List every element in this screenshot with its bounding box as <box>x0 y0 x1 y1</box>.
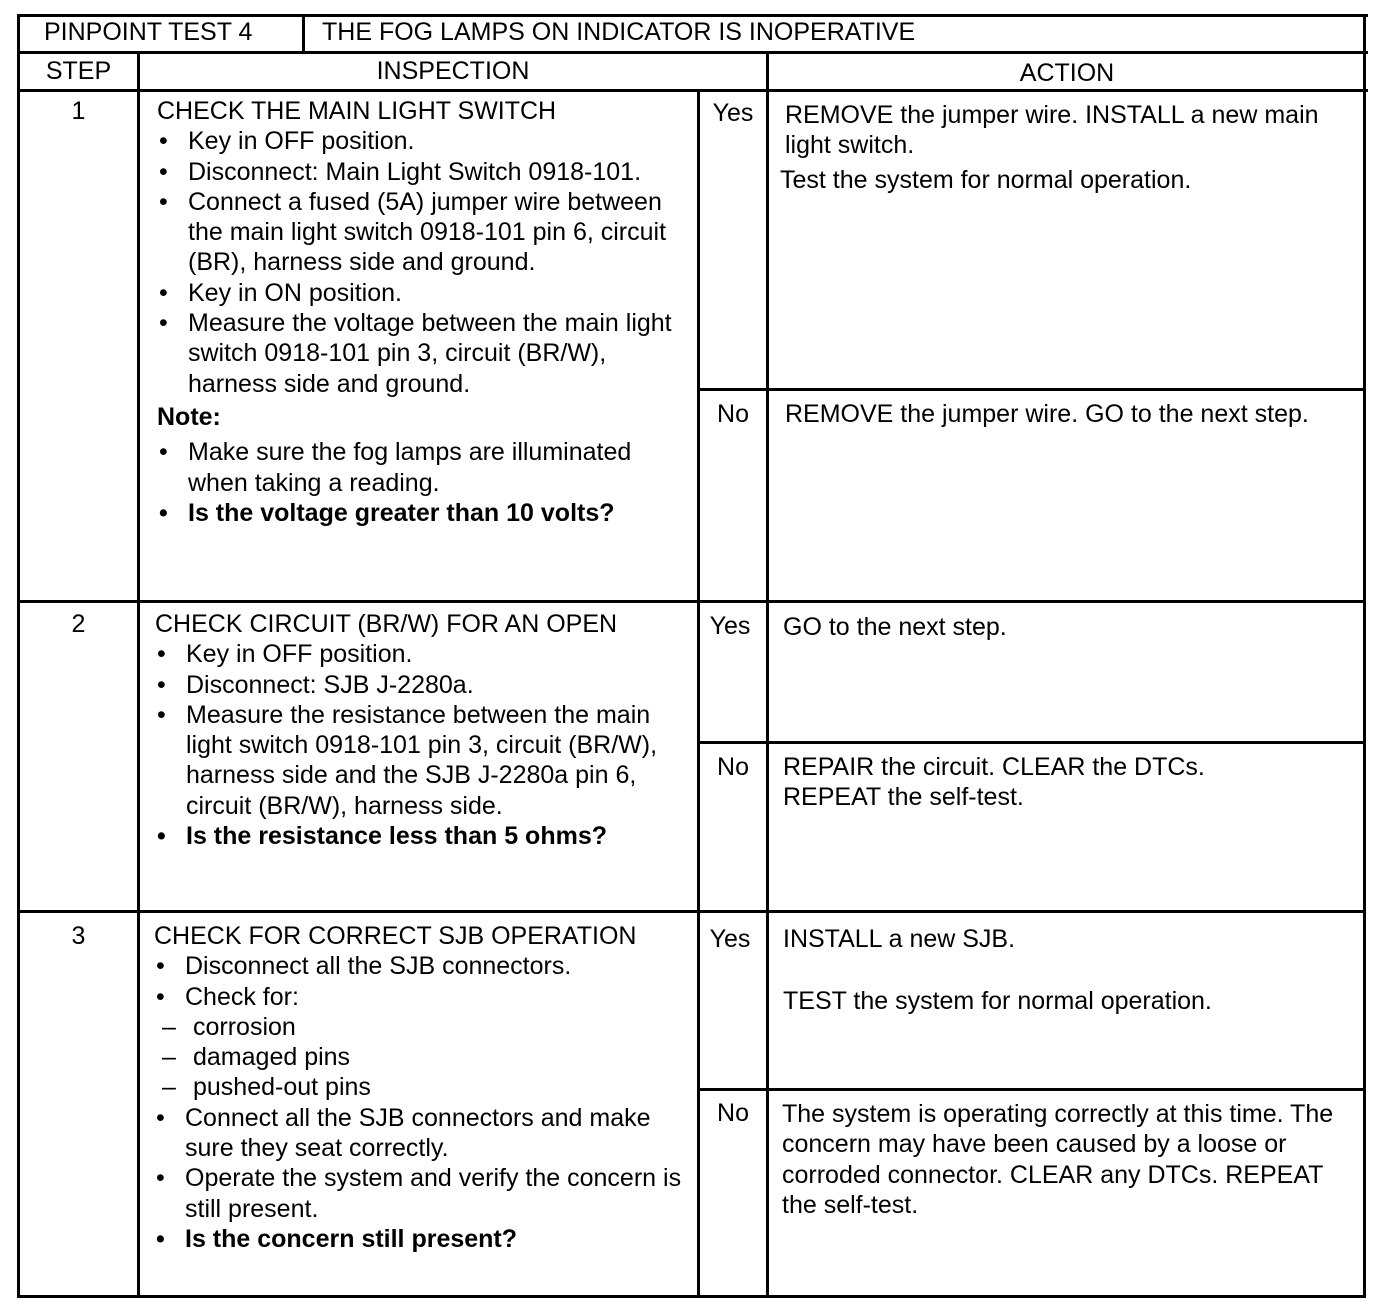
step-2-yes-no-divider <box>698 741 1365 744</box>
step-column-divider <box>137 51 140 1298</box>
header-row-divider <box>17 51 1368 54</box>
list-item: – pushed-out pins <box>154 1072 690 1102</box>
header-cell-divider <box>302 14 305 52</box>
action-column-divider <box>766 51 769 1298</box>
list-item: • Measure the voltage between the main light switch 0918-101 pin 3, circuit (BR/W), harness side and ground. <box>157 308 692 399</box>
no-action <box>783 752 1253 813</box>
step-question: • Is the voltage greater than 10 volts? <box>157 498 692 528</box>
list-item: • Check for: <box>154 982 690 1012</box>
table-border-left <box>17 14 20 1298</box>
step-1-inspection <box>157 96 692 528</box>
list-item: • Disconnect: SJB J-2280a. <box>155 670 685 700</box>
list-item: • Disconnect: Main Light Switch 0918-101. <box>157 157 692 187</box>
action-line: GO to the next step. <box>783 613 1007 641</box>
step-checklist <box>157 126 692 399</box>
test-id: PINPOINT TEST 4 <box>44 18 253 46</box>
step-1-divider <box>17 600 1366 603</box>
step-heading: CHECK CIRCUIT (BR/W) FOR AN OPEN <box>155 610 618 638</box>
list-item: • Key in OFF position. <box>155 639 685 669</box>
step-question: • Is the resistance less than 5 ohms? <box>155 821 685 851</box>
action-line: REPAIR the circuit. CLEAR the DTCs. REPEAT the self-test. <box>783 753 1205 812</box>
yes-action <box>783 924 1353 1017</box>
column-header-inspection: INSPECTION <box>376 57 530 85</box>
step-number: 3 <box>71 922 86 950</box>
column-header-step: STEP <box>45 57 112 85</box>
yes-label: Yes <box>712 99 754 127</box>
list-item: • Make sure the fog lamps are illuminated when taking a reading. <box>157 437 692 498</box>
no-label: No <box>717 1099 749 1127</box>
step-1-yes-no-divider <box>698 388 1366 391</box>
no-label: No <box>717 753 749 781</box>
action-line: Test the system for normal operation. <box>780 165 1192 194</box>
step-2-inspection <box>155 609 685 851</box>
step-number: 1 <box>71 97 86 125</box>
list-item: • Key in ON position. <box>157 278 692 308</box>
yes-action <box>780 100 1355 195</box>
yes-label: Yes <box>709 612 751 640</box>
note-label: Note: <box>157 402 221 431</box>
no-label: No <box>717 400 749 428</box>
action-line: INSTALL a new SJB. <box>783 925 1016 953</box>
no-action <box>782 1099 1342 1220</box>
list-item: – corrosion <box>154 1012 690 1042</box>
step-3-yes-no-divider <box>698 1088 1364 1091</box>
step-checklist <box>155 639 685 851</box>
step-question: • Is the concern still present? <box>154 1224 690 1254</box>
step-2-divider <box>17 910 1365 913</box>
yes-action <box>783 612 1353 642</box>
step-heading: CHECK FOR CORRECT SJB OPERATION <box>154 922 637 950</box>
action-line: TEST the system for normal operation. <box>783 987 1212 1016</box>
list-item: – damaged pins <box>154 1042 690 1072</box>
list-item: • Key in OFF position. <box>157 126 692 156</box>
table-border-bottom <box>17 1295 1364 1298</box>
step-3-inspection <box>154 921 690 1254</box>
step-heading: CHECK THE MAIN LIGHT SWITCH <box>157 97 557 125</box>
list-item: • Connect all the SJB connectors and make sure they seat correctly. <box>154 1103 690 1164</box>
step-checklist <box>154 951 690 1254</box>
note-list <box>157 437 692 528</box>
column-header-action: ACTION <box>1019 59 1115 87</box>
action-line: The system is operating correctly at this time. The concern may have been caused by a loose or corroded connector. CLEAR any DTCs. REPEAT the self-test. <box>782 1100 1334 1219</box>
list-item: • Disconnect all the SJB connectors. <box>154 951 690 981</box>
yes-label: Yes <box>709 925 751 953</box>
list-item: • Measure the resistance between the main light switch 0918-101 pin 3, circuit (BR/W), harness side and the SJB J-2280a pin 6, circuit (BR/W), harness side. <box>155 700 685 821</box>
column-header-divider <box>17 89 1368 92</box>
test-title: THE FOG LAMPS ON INDICATOR IS INOPERATIVE <box>322 18 916 46</box>
table-border-right <box>1363 14 1366 1298</box>
action-line: REMOVE the jumper wire. GO to the next step. <box>785 400 1309 428</box>
list-item: • Connect a fused (5A) jumper wire between the main light switch 0918-101 pin 6, circuit (BR), harness side and ground. <box>157 187 692 278</box>
action-line: REMOVE the jumper wire. INSTALL a new main light switch. <box>785 101 1319 160</box>
no-action <box>785 399 1363 429</box>
step-number: 2 <box>71 610 86 638</box>
list-item: • Operate the system and verify the concern is still present. <box>154 1163 690 1224</box>
